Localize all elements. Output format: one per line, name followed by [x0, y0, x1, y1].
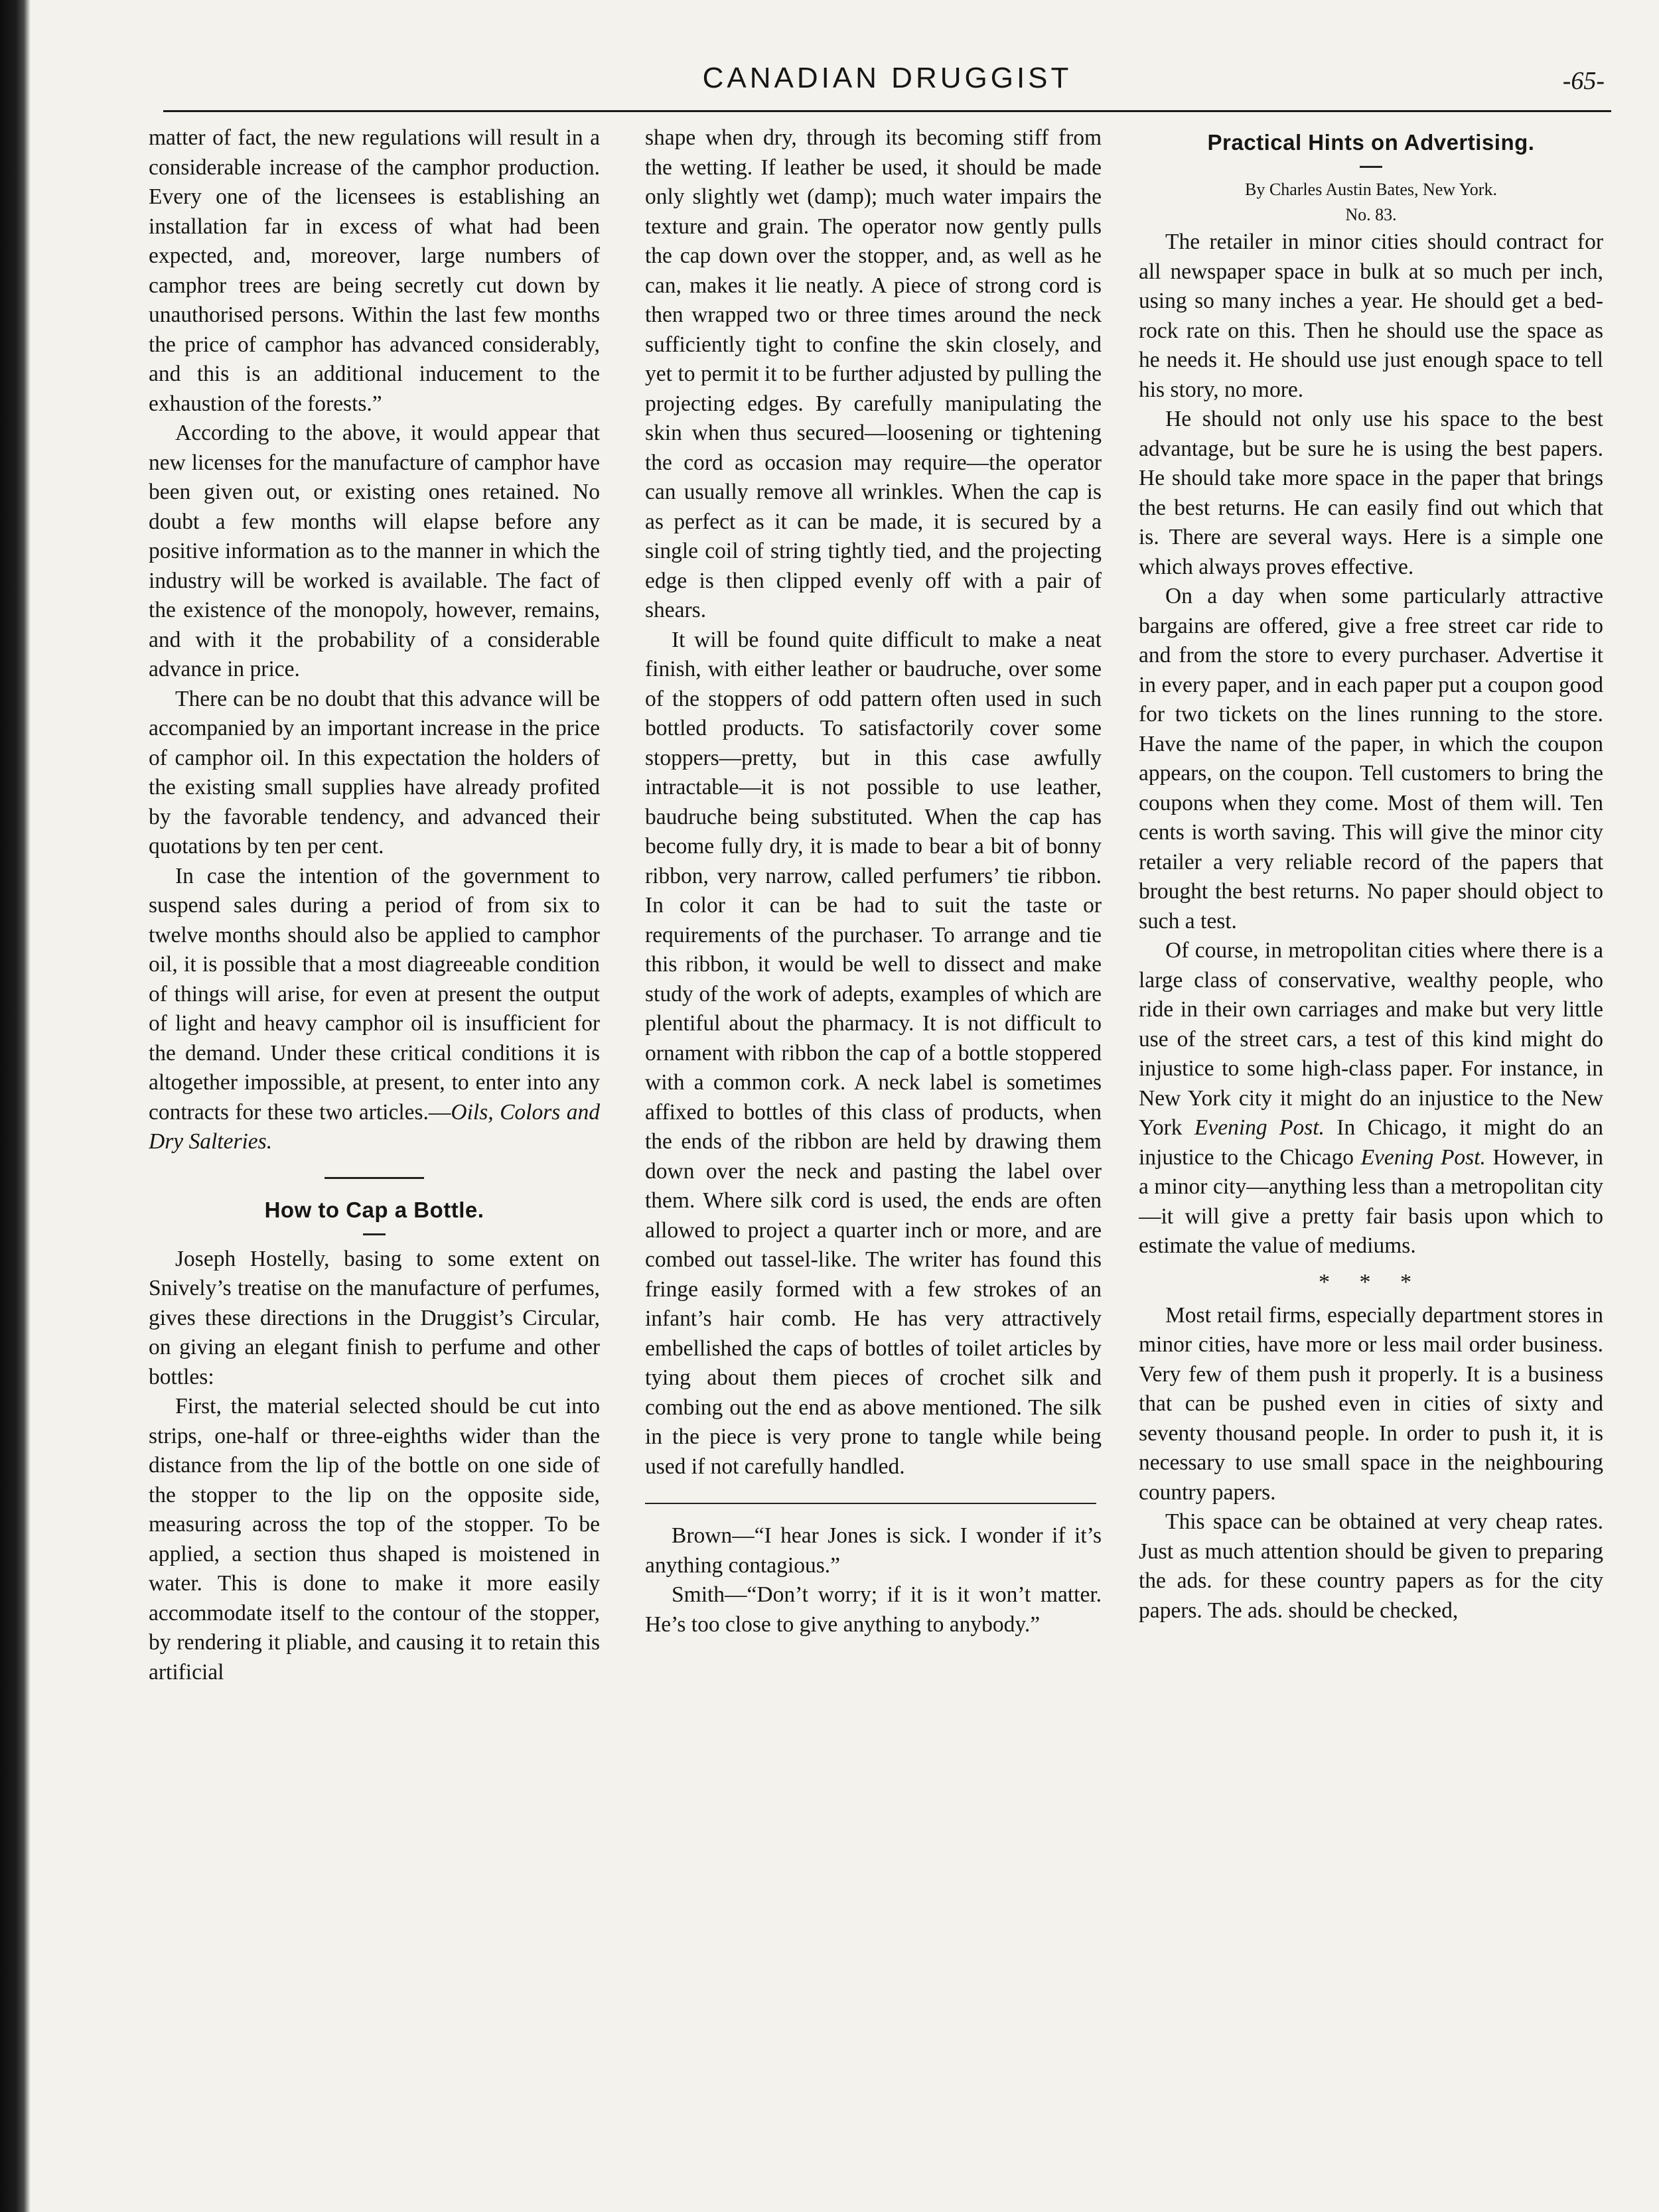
cap-bottle-paragraph-4: It will be found quite difficult to make a neat finish, with either leather or baudruche, over some of the stoppers of odd pattern often used in such bottled products. To satisfactorily cover some stoppers—pretty, but in this case awfully intractable—it is not possible to use leather, baudruche being substituted. When the cap has become fully dry, it is made to bear a bit of bonny ribbon, very narrow, called perfumers’ tie ribbon. In color it can be had to suit the taste or requirements of the purchaser. To arrange and tie this ribbon, it would be well to dissect and make study of the work of adepts, examples of which are plentiful about the pharmacy. It is not difficult to ornament with ribbon the cap of a bottle stoppered with a common cork. A neck label is sometimes affixed to bottles of this class of products, when the ends of the ribbon are held by drawing them down over the neck and pasting the label over them. Where silk cord is used, the ends are often allowed to project a quarter inch or more, and are combed out tassel-like. The writer has found this fringe easily formed with a few strokes of an infant’s hair comb. He has very attractively embellished the caps of bottles of toilet articles by tying about them pieces of crochet silk and combing out the end as above mentioned. The silk in the piece is very prone to tangle while being used if not carefully handled.: [645, 627, 1102, 1479]
advertising-paragraph-4b: In Chicago, it might do an injustice to the Chicago: [1139, 1115, 1603, 1170]
advertising-paragraph-4c: However, in a minor city—anything less than a metropolitan city—it will give a pretty fair basis upon which to estimate the value of mediums.: [1139, 1144, 1603, 1258]
advertising-paragraph-6: This space can be obtained at very cheap rates. Just as much attention should be given to preparing the ads. for these country papers as for the city papers. The ads. should be checked,: [1139, 1509, 1603, 1623]
advertising-byline: By Charles Austin Bates, New York.: [1245, 180, 1497, 199]
camphor-paragraph-4: [149, 862, 600, 1157]
advertising-paragraph-5: Most retail firms, especially department stores in minor cities, have more or less mail order business. Very few of them push it properly. It is a business that can be pushed even in cities of sixty and seventy thousand people. In order to push it, it is necessary to use small space in the neighbouring country papers.: [1139, 1302, 1603, 1505]
page-binding-edge: [0, 0, 31, 2212]
chicago-evening-post: Evening Post.: [1360, 1144, 1486, 1170]
camphor-paragraph-3: There can be no doubt that this advance will be accompanied by an important increase in the price of camphor oil. In this expectation the holders of the existing small supplies have already profited by the favorable tendency, and advanced their quotations by ten per cent.: [149, 686, 600, 859]
section-stars: * * *: [1319, 1269, 1423, 1294]
section-divider: [325, 1177, 424, 1179]
advertising-number: No. 83.: [1345, 205, 1397, 224]
column-3: [1139, 123, 1603, 2187]
heading-dash: [1360, 166, 1382, 168]
heading-dash: [363, 1233, 386, 1235]
cap-bottle-heading: How to Cap a Bottle.: [264, 1197, 484, 1222]
camphor-paragraph-4-text: In case the intention of the government to suspend sales during a period of from six to twelve months should also be applied to camphor oil, it is possible that a most diagreeable condition of things will arise, for even at present the output of light and heavy camphor oil is insufficient for the demand. Under these critical conditions it is altogether impossible, at present, to enter into any contracts for these two articles.—: [149, 863, 600, 1125]
cap-bottle-paragraph-2: First, the material selected should be cut into strips, one-half or three-eighths wider than the distance from the lip of the bottle on one side of the stopper to the lip on the opposite side, measuring across the top of the stopper. To be applied, a section thus shaped is moistened in water. This is done to make it more easily accommodate itself to the contour of the stopper, by rendering it pliable, and causing it to retain this artificial: [149, 1394, 600, 1685]
running-header: [163, 60, 1611, 113]
advertising-paragraph-4a: Of course, in metropolitan cities where there is a large class of conservative, wealthy people, who ride in their own carriages and make but very little use of the street cars, a test of this kind might do injustice to some high-class paper. For instance, in New York city it might do an injustice to the New York: [1139, 938, 1603, 1140]
column-1: [149, 123, 600, 2187]
advertising-paragraph-2: He should not only use his space to the best advantage, but be sure he is using the best papers. He should take more space in the paper that brings the best returns. He can easily find out which that is. There are several ways. Here is a simple one which always proves effective.: [1139, 407, 1603, 579]
advertising-heading: Practical Hints on Advertising.: [1207, 130, 1535, 155]
camphor-paragraph-2: According to the above, it would appear that new licenses for the manufacture of camphor have been given out, or existing ones retained. No doubt a few months will elapse before any positive information as to the manner in which the industry will be worked is available. The fact of the existence of the monopoly, however, remains, and with it the probability of a considerable advance in price.: [149, 421, 600, 681]
joke-divider: [645, 1503, 1096, 1504]
ny-evening-post: Evening Post.: [1194, 1115, 1325, 1140]
advertising-paragraph-4: [1139, 936, 1603, 1261]
camphor-paragraph-1: matter of fact, the new regulations will result in a considerable increase of the camphor production. Every one of the licensees is establishing an installation far in excess of what had been expected, and, moreover, large numbers of camphor trees are being secretly cut down by unauthorised persons. Within the last few months the price of camphor has advanced considerably, and this is an additional inducement to the exhaustion of the forests.”: [149, 125, 600, 416]
advertising-paragraph-1: The retailer in minor cities should contract for all newspaper space in bulk at so much per inch, using so many inches a year. He should get a bed-rock rate on this. Then he should use the space as he needs it. He should use just enough space to tell his story, no more.: [1139, 230, 1603, 402]
camphor-source-citation: Oils, Colors and Dry Salteries.: [149, 1099, 600, 1154]
advertising-paragraph-3: On a day when some particularly attractive bargains are offered, give a free street car ride to and from the store to every purchaser. Advertise it in every paper, and in each paper put a coupon good for two tickets on the lines running to the store. Have the name of the paper, in which the coupon appears, on the coupon. Tell customers to bring the coupons when they come. Most of them will. Ten cents is worth saving. This will give the minor city retailer a very reliable record of the papers that brought the best returns. No paper should object to such a test.: [1139, 584, 1603, 933]
page-number: -65-: [1562, 67, 1605, 95]
joke-line-brown: Brown—“I hear Jones is sick. I wonder if it’s anything contagious.”: [645, 1523, 1102, 1578]
cap-bottle-paragraph-3: shape when dry, through its becoming stiff from the wetting. If leather be used, it should be made only slightly wet (damp); much water impairs the texture and grain. The operator now gently pulls the cap down over the stopper, and, as well as he can, makes it lie neatly. A piece of strong cord is then wrapped two or three times around the neck sufficiently tight to confine the skin closely, and yet to permit it to be further adjusted by pulling the projecting edges. By carefully manipulating the skin when thus secured—loosening or tightening the cord as occasion may require—the operator can usually remove all wrinkles. When the cap is as perfect as it can be made, it is secured by a single coil of string tightly tied, and the projecting edge is then clipped evenly off with a pair of shears.: [645, 125, 1102, 622]
header-rule: [163, 110, 1611, 112]
cap-bottle-paragraph-1: Joseph Hostelly, basing to some extent on Snively’s treatise on the manufacture of perfumes, gives these directions in the Druggist’s Circular, on giving an elegant finish to perfume and other bottles:: [149, 1246, 600, 1389]
joke-line-smith: Smith—“Don’t worry; if it is it won’t matter. He’s too close to give anything to anybody.”: [645, 1582, 1102, 1637]
column-2: [645, 123, 1102, 2187]
publication-title: CANADIAN DRUGGIST: [702, 62, 1072, 94]
